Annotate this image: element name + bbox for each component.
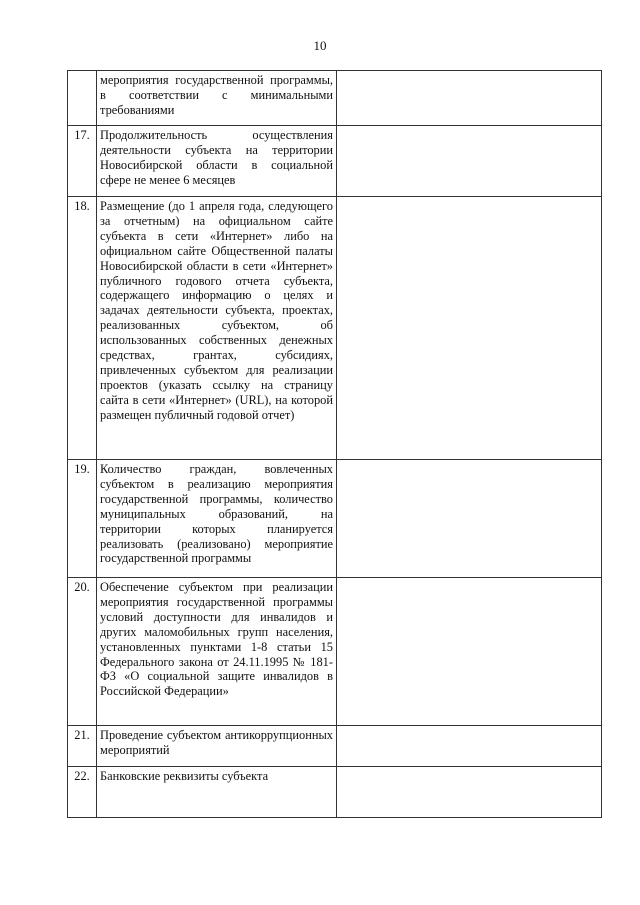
table-row bbox=[68, 71, 602, 126]
row-number-cell: 22. bbox=[68, 767, 97, 818]
value-cell[interactable] bbox=[337, 197, 602, 460]
row-number-cell bbox=[68, 71, 97, 126]
table-row bbox=[68, 578, 602, 726]
row-number-cell: 20. bbox=[68, 578, 97, 726]
table-row bbox=[68, 726, 602, 767]
table-row bbox=[68, 197, 602, 460]
criterion-text-cell: Проведение субъектом антикоррупционных мероприятий bbox=[97, 726, 337, 767]
value-cell[interactable] bbox=[337, 126, 602, 197]
row-number-cell: 21. bbox=[68, 726, 97, 767]
row-number-cell: 17. bbox=[68, 126, 97, 197]
value-cell[interactable] bbox=[337, 578, 602, 726]
criterion-text-cell: Количество граждан, вовлеченных субъектом в реализацию мероприятия государственной программы, количество муниципальных образований, на территории которых планируется реализовать (реализовано) мероприятие государственной программы bbox=[97, 460, 337, 578]
table-row bbox=[68, 460, 602, 578]
value-cell[interactable] bbox=[337, 71, 602, 126]
value-cell[interactable] bbox=[337, 460, 602, 578]
criteria-table bbox=[67, 70, 602, 818]
criterion-text-cell: Банковские реквизиты субъекта bbox=[97, 767, 337, 818]
value-cell[interactable] bbox=[337, 726, 602, 767]
criterion-text-cell: Обеспечение субъектом при реализации мероприятия государственной программы условий доступности для инвалидов и других маломобильных групп населения, установленных пунктами 1-8 статьи 15 Федерального закона от 24.11.1995 № 181-ФЗ «О социальной защите инвалидов в Российской Федерации» bbox=[97, 578, 337, 726]
table-row bbox=[68, 126, 602, 197]
criterion-text-cell: мероприятия государственной программы, в соответствии с минимальными требованиями bbox=[97, 71, 337, 126]
page-number: 10 bbox=[313, 38, 327, 53]
criterion-text-cell: Продолжительность осуществления деятельности субъекта на территории Новосибирской области в социальной сфере не менее 6 месяцев bbox=[97, 126, 337, 197]
row-number-cell: 18. bbox=[68, 197, 97, 460]
row-number-cell: 19. bbox=[68, 460, 97, 578]
value-cell[interactable] bbox=[337, 767, 602, 818]
criterion-text-cell: Размещение (до 1 апреля года, следующего за отчетным) на официальном сайте субъекта в сети «Интернет» либо на официальном сайте Общественной палаты Новосибирской области в сети «Интернет» публичного годового отчета субъекта, содержащего информацию о целях и задачах деятельности субъекта, проектах, реализованных субъектом, об использованных собственных денежных средствах, грантах, субсидиях, привлеченных субъектом для реализации проектов (указать ссылку на страницу сайта в сети «Интернет» (URL), на которой размещен публичный годовой отчет) bbox=[97, 197, 337, 460]
table-row bbox=[68, 767, 602, 818]
